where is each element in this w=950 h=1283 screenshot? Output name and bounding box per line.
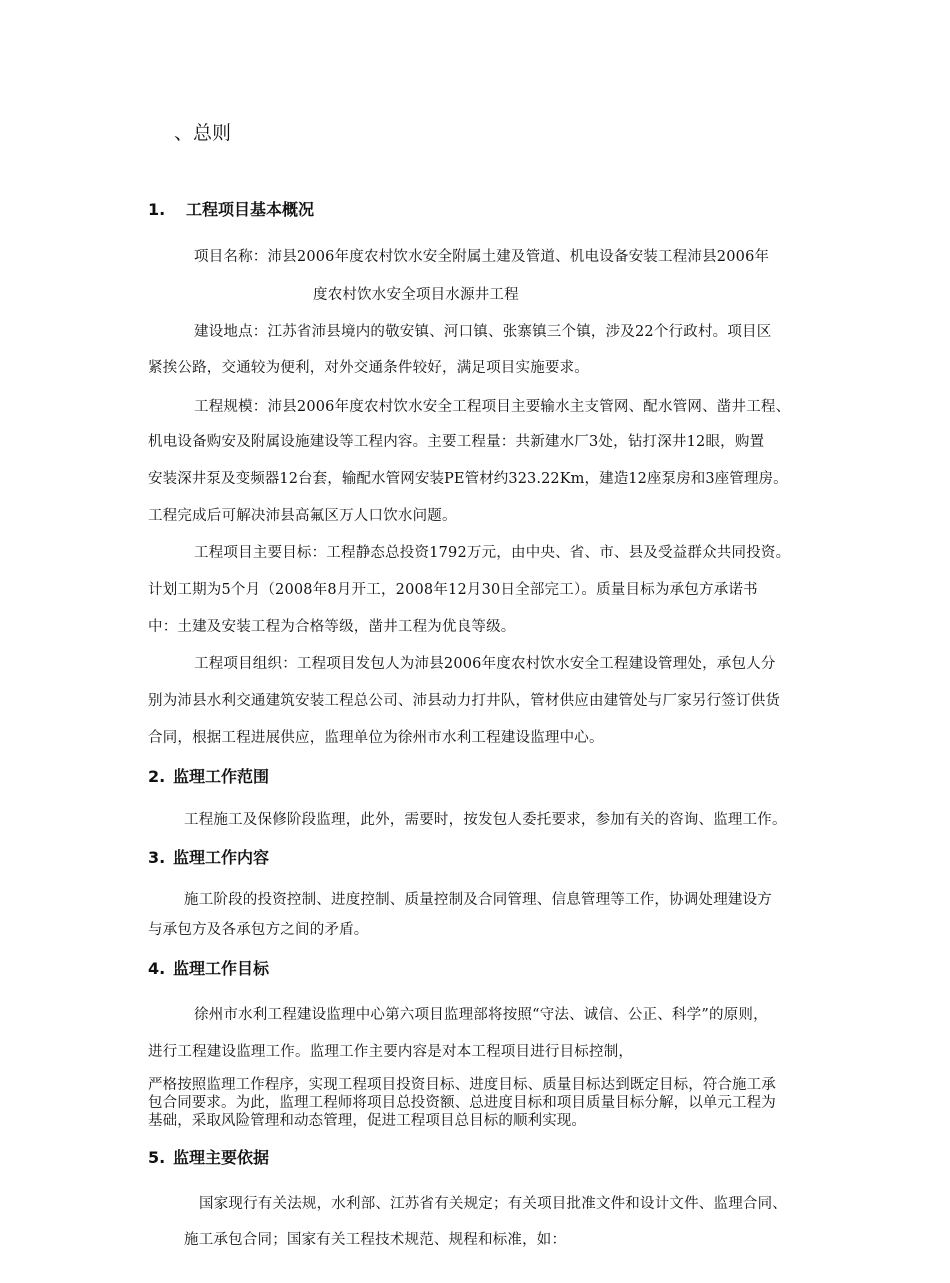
project-name-line-1: 项目名称：沛县2006年度农村饮水安全附属土建及管道、机电设备安装工程沛县2006年 — [194, 249, 770, 265]
section-title: 监理工作范围 — [173, 767, 270, 786]
basis-line-2: 施工承包合同；国家有关工程技术规范、规程和标准，如： — [184, 1232, 567, 1248]
scale-line-3: 安装深井泵及变频器12台套，输配水管网安装PE管材约323.22Km，建造12座泵房和3座管理房。 — [148, 471, 788, 487]
section-number: 2. — [148, 767, 166, 786]
section-title: 监理主要依据 — [173, 1148, 270, 1167]
target-line-3: 严格按照监理工作程序，实现工程项目投资目标、进度目标、质量目标达到既定目标，符合施工承 — [148, 1077, 776, 1093]
org-line-3: 合同，根据工程进展供应，监理单位为徐州市水利工程建设监理中心。 — [148, 730, 604, 746]
section-heading-3 — [148, 845, 269, 868]
target-line-4: 包合同要求。为此，监理工程师将项目总投资额、总进度目标和项目质量目标分解，以单元工程为 — [148, 1095, 776, 1111]
section-number: 3. — [148, 848, 166, 867]
goal-line-3: 中：土建及安装工程为合格等级，凿井工程为优良等级。 — [148, 619, 516, 635]
scale-line-4: 工程完成后可解决沛县高氟区万人口饮水问题。 — [148, 508, 457, 524]
section-heading-2 — [148, 764, 269, 787]
section-title: 工程项目基本概况 — [186, 200, 315, 219]
section-number: 4. — [148, 959, 166, 978]
section-title: 监理工作内容 — [173, 848, 270, 867]
content-line-2: 与承包方及各承包方之间的矛盾。 — [148, 922, 369, 938]
section-heading-5 — [148, 1145, 269, 1168]
target-line-1: 徐州市水利工程建设监理中心第六项目监理部将按照“守法、诚信、公正、科学”的原则， — [194, 1007, 768, 1023]
basis-line-1: 国家现行有关法规，水利部、江苏省有关规定；有关项目批准文件和设计文件、监理合同、 — [199, 1196, 787, 1212]
target-line-2: 进行工程建设监理工作。监理工作主要内容是对本工程项目进行目标控制， — [148, 1044, 634, 1060]
location-line-1: 建设地点：江苏省沛县境内的敬安镇、河口镇、张寨镇三个镇，涉及22个行政村。项目区 — [194, 324, 772, 340]
goal-line-2: 计划工期为5个月（2008年8月开工，2008年12月30日全部完工）。质量目标为承包方承诺书 — [148, 582, 758, 598]
org-line-1: 工程项目组织：工程项目发包人为沛县2006年度农村饮水安全工程建设管理处，承包人分 — [194, 656, 776, 672]
section-number: 5. — [148, 1148, 166, 1167]
org-line-2: 别为沛县水利交通建筑安装工程总公司、沛县动力打井队，管材供应由建管处与厂家另行签订供货 — [148, 693, 781, 709]
chapter-title: 、总则 — [174, 122, 232, 144]
project-name-line-2: 度农村饮水安全项目水源井工程 — [313, 287, 519, 303]
goal-line-1: 工程项目主要目标：工程静态总投资1792万元，由中央、省、市、县及受益群众共同投资。 — [194, 545, 791, 561]
scale-line-2: 机电设备购安及附属设施建设等工程内容。主要工程量：共新建水厂3处，钻打深井12眼，购置 — [148, 434, 765, 450]
scope-line-1: 工程施工及保修阶段监理，此外，需要时，按发包人委托要求，参加有关的咨询、监理工作。 — [184, 812, 787, 828]
scale-line-1: 工程规模：沛县2006年度农村饮水安全工程项目主要输水主支管网、配水管网、凿井工程、 — [194, 399, 791, 415]
section-title: 监理工作目标 — [173, 959, 270, 978]
location-line-2: 紧挨公路，交通较为便利，对外交通条件较好，满足项目实施要求。 — [148, 360, 589, 376]
section-number: 1. — [148, 200, 166, 219]
section-heading-1 — [148, 197, 314, 220]
target-line-5: 基础，采取风险管理和动态管理，促进工程项目总目标的顺利实现。 — [148, 1113, 586, 1129]
section-heading-4 — [148, 956, 269, 979]
content-line-1: 施工阶段的投资控制、进度控制、质量控制及合同管理、信息管理等工作，协调处理建设方 — [184, 892, 772, 908]
